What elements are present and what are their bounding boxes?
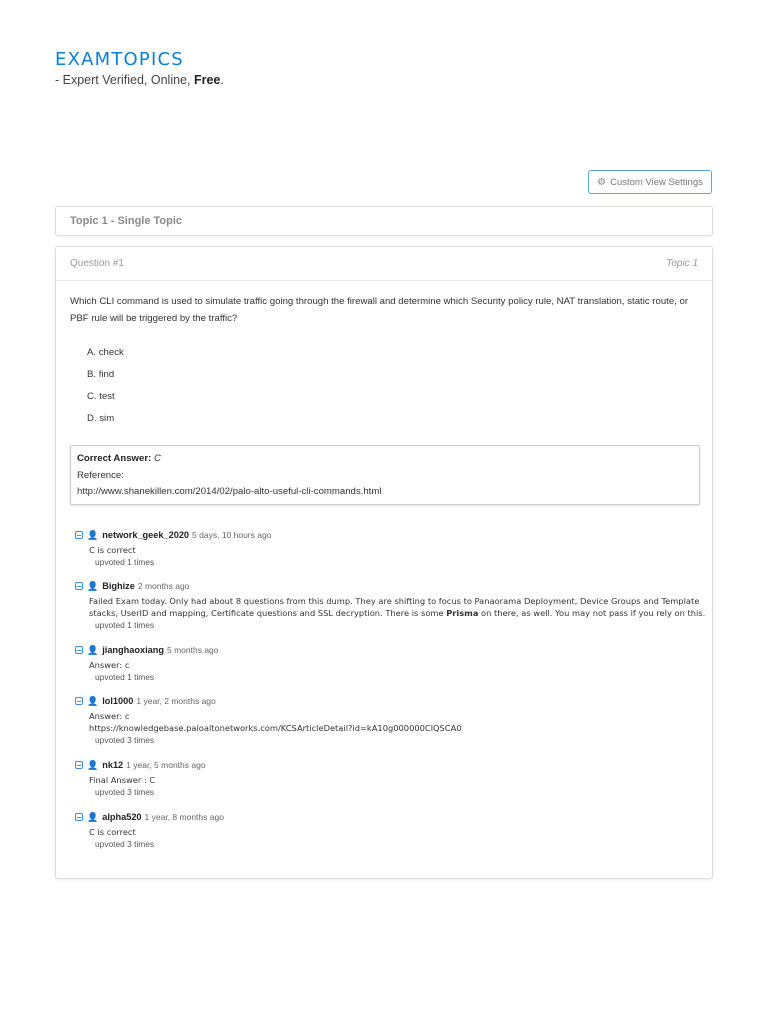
choice-d[interactable]: D. sim	[87, 413, 115, 424]
comment-time: 5 days, 10 hours ago	[192, 530, 272, 540]
comment-body-text: Failed Exam today. Only had about 8 questions from this dump. They are shifting to focus to Panaorama Deployment, Device Groups and Template stacks, UserID and mapping, Certificate questions and SSL decryption. There is some	[89, 596, 700, 618]
user-icon: 👤	[87, 644, 99, 655]
upvote-count: upvoted 1 times	[95, 557, 155, 567]
upvote-count: upvoted 1 times	[95, 672, 155, 682]
comment-header	[75, 759, 715, 771]
user-icon: 👤	[87, 695, 99, 706]
question-topic: Topic 1	[666, 258, 698, 269]
collapse-toggle-icon[interactable]	[75, 697, 83, 705]
tagline-suffix: .	[220, 73, 224, 87]
comment-body-text-end: on there, as well. You may not pass if you rely on this.	[478, 608, 706, 618]
user-icon: 👤	[87, 759, 99, 770]
comment	[75, 529, 715, 580]
logo-text: EXAMTOPICS	[55, 48, 184, 70]
collapse-toggle-icon[interactable]	[75, 531, 83, 539]
comment	[75, 759, 715, 811]
collapse-toggle-icon[interactable]	[75, 813, 83, 821]
comment-username[interactable]: network_geek_2020	[102, 530, 190, 540]
comment	[75, 811, 715, 862]
question-card	[55, 246, 713, 879]
comment-body-line: Answer: c	[89, 711, 130, 721]
comment-time: 5 months ago	[167, 645, 219, 655]
user-icon: 👤	[87, 580, 99, 591]
correct-answer-label: Correct Answer:	[77, 453, 152, 464]
question-text: Which CLI command is used to simulate traffic going through the firewall and determine which Security policy rule, NAT translation, static route, or PBF rule will be triggered by the traffic?	[70, 296, 689, 324]
upvote-count: upvoted 3 times	[95, 839, 155, 849]
question-header	[56, 247, 712, 281]
comment-header	[75, 580, 715, 592]
comment-time: 1 year, 8 months ago	[144, 812, 224, 822]
comment-username[interactable]: Bighize	[102, 581, 135, 591]
topic-title: Topic 1 - Single Topic	[70, 215, 183, 227]
comment	[75, 644, 715, 695]
discussion-comments	[75, 529, 715, 862]
comment-time: 1 year, 5 months ago	[126, 760, 206, 770]
comment-body: C is correct	[89, 827, 136, 837]
correct-answer-line	[77, 451, 693, 468]
reference-label: Reference:	[77, 469, 124, 481]
comment-body: Final Answer : C	[89, 775, 156, 785]
collapse-toggle-icon[interactable]	[75, 582, 83, 590]
correct-answer-box	[70, 445, 700, 505]
reference-link[interactable]: http://www.shanekillen.com/2014/02/palo-alto-useful-cli-commands.html	[77, 486, 382, 497]
custom-view-settings-label: Custom View Settings	[610, 176, 703, 188]
choices-list	[87, 345, 124, 433]
upvote-count: upvoted 3 times	[95, 735, 155, 745]
choice-a[interactable]: A. check	[87, 347, 124, 358]
comment-header	[75, 811, 715, 823]
collapse-toggle-icon[interactable]	[75, 646, 83, 654]
tagline-prefix: - Expert Verified, Online,	[55, 73, 194, 87]
comment-time: 1 year, 2 months ago	[136, 696, 216, 706]
comment	[75, 580, 715, 644]
comment	[75, 695, 715, 759]
comment-username[interactable]: jianghaoxiang	[102, 645, 164, 655]
comment-body: C is correct	[89, 545, 136, 555]
comment-body: Answer: c	[89, 660, 130, 670]
comment-body	[75, 595, 715, 619]
collapse-toggle-icon[interactable]	[75, 761, 83, 769]
custom-view-settings-button[interactable]	[588, 170, 712, 194]
comment-body-bold: Prisma	[446, 608, 479, 618]
tagline-bold: Free	[193, 73, 221, 87]
comment-username[interactable]: lol1000	[102, 696, 134, 706]
gear-icon: ⚙	[597, 176, 607, 188]
upvote-count: upvoted 3 times	[95, 787, 155, 797]
user-icon: 👤	[87, 529, 99, 540]
upvote-count: upvoted 1 times	[95, 620, 155, 630]
examtopics-logo[interactable]	[55, 48, 184, 70]
choice-c[interactable]: C. test	[87, 391, 115, 402]
comment-username[interactable]: alpha520	[102, 812, 142, 822]
comment-body-link[interactable]: https://knowledgebase.paloaltonetworks.com/KCSArticleDetail?id=kA10g000000ClQSCA0	[89, 723, 462, 733]
comment-header	[75, 644, 715, 656]
comment-header	[75, 695, 715, 707]
tagline	[55, 73, 224, 87]
topic-header-card	[55, 206, 713, 236]
user-icon: 👤	[87, 811, 99, 822]
question-number: Question #1	[70, 258, 124, 269]
comment-body	[75, 710, 715, 734]
comment-username[interactable]: nk12	[102, 760, 124, 770]
comment-time: 2 months ago	[137, 581, 190, 591]
correct-answer-value: C	[153, 453, 161, 464]
choice-b[interactable]: B. find	[87, 369, 115, 380]
comment-header	[75, 529, 715, 541]
